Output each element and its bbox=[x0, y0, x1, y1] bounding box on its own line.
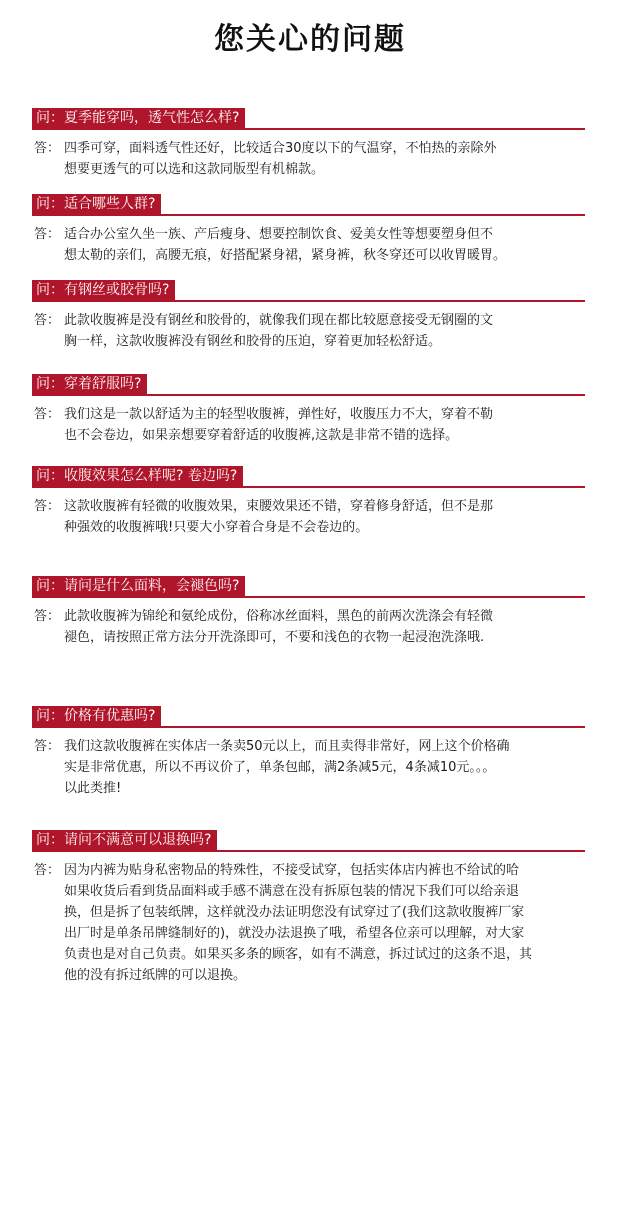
answer-block bbox=[34, 736, 594, 799]
answer-text bbox=[64, 860, 594, 986]
answer-line: 此款收腹裤是没有钢丝和胶骨的，就像我们现在都比较愿意接受无钢圈的文 bbox=[64, 313, 494, 328]
answer-line: 他的没有拆过纸牌的可以退换。 bbox=[64, 968, 247, 983]
question-bar bbox=[32, 374, 585, 396]
question-bar bbox=[32, 706, 585, 728]
answer-line: 想要更透气的可以选和这款同版型有机棉款。 bbox=[64, 162, 325, 177]
answer-line: 适合办公室久坐一族、产后瘦身、想要控制饮食、爱美女性等想要塑身但不 bbox=[64, 227, 494, 242]
answer-text bbox=[64, 310, 594, 352]
answer-prefix: 答： bbox=[34, 227, 61, 242]
answer-block bbox=[34, 404, 594, 446]
answer-line: 我们这款收腹裤在实体店一条卖50元以上，而且卖得非常好，网上这个价格确 bbox=[64, 739, 510, 754]
answer-block bbox=[34, 138, 594, 180]
answer-prefix: 答： bbox=[34, 141, 61, 156]
question-label: 问：适合哪些人群? bbox=[32, 194, 161, 214]
answer-line: 这款收腹裤有轻微的收腹效果，束腰效果还不错，穿着修身舒适，但不是那 bbox=[64, 499, 494, 514]
answer-prefix: 答： bbox=[34, 739, 61, 754]
page-title: 您关心的问题 bbox=[214, 22, 406, 57]
answer-text bbox=[64, 606, 594, 648]
question-bar bbox=[32, 194, 585, 216]
answer-line: 实是非常优惠，所以不再议价了，单条包邮，满2条减5元，4条减10元。。。 bbox=[64, 760, 496, 775]
answer-line: 如果收货后看到货品面料或手感不满意在没有拆原包装的情况下我们可以给亲退 bbox=[64, 884, 520, 899]
answer-prefix: 答： bbox=[34, 499, 61, 514]
question-label: 问：价格有优惠吗? bbox=[32, 706, 161, 726]
question-label: 问：有钢丝或胶骨吗? bbox=[32, 280, 175, 300]
answer-text bbox=[64, 138, 594, 180]
question-bar bbox=[32, 108, 585, 130]
answer-line: 因为内裤为贴身私密物品的特殊性，不接受试穿，包括实体店内裤也不给试的哈 bbox=[64, 863, 520, 878]
answer-block bbox=[34, 310, 594, 352]
answer-prefix: 答： bbox=[34, 313, 61, 328]
question-label: 问：穿着舒服吗? bbox=[32, 374, 147, 394]
answer-line: 胸一样，这款收腹裤没有钢丝和胶骨的压迫，穿着更加轻松舒适。 bbox=[64, 334, 442, 349]
answer-text bbox=[64, 224, 594, 266]
question-label: 问：夏季能穿吗，透气性怎么样? bbox=[32, 108, 245, 128]
question-label: 问：请问是什么面料，会褪色吗? bbox=[32, 576, 245, 596]
answer-block bbox=[34, 496, 594, 538]
question-label: 问：收腹效果怎么样呢? 卷边吗? bbox=[32, 466, 243, 486]
answer-line: 种强效的收腹裤哦!只要大小穿着合身是不会卷边的。 bbox=[64, 520, 369, 535]
answer-line: 褪色，请按照正常方法分开洗涤即可，不要和浅色的衣物一起浸泡洗涤哦. bbox=[64, 630, 485, 645]
answer-prefix: 答： bbox=[34, 863, 61, 878]
answer-block bbox=[34, 606, 594, 648]
answer-line: 四季可穿，面料透气性还好，比较适合30度以下的气温穿，不怕热的亲除外 bbox=[64, 141, 497, 156]
answer-line: 我们这是一款以舒适为主的轻型收腹裤，弹性好，收腹压力不大，穿着不勒 bbox=[64, 407, 494, 422]
answer-line: 换，但是拆了包装纸牌，这样就没办法证明您没有试穿过了(我们这款收腹裤厂家 bbox=[64, 905, 525, 920]
answer-block bbox=[34, 860, 594, 986]
answer-line: 出厂时是单条吊牌缝制好的)，就没办法退换了哦，希望各位亲可以理解，对大家 bbox=[64, 926, 525, 941]
answer-prefix: 答： bbox=[34, 609, 61, 624]
answer-text bbox=[64, 404, 594, 446]
question-bar bbox=[32, 830, 585, 852]
answer-prefix: 答： bbox=[34, 407, 61, 422]
answer-text bbox=[64, 496, 594, 538]
answer-line: 想太勒的亲们，高腰无痕，好搭配紧身裙，紧身裤，秋冬穿还可以收胃暖胃。 bbox=[64, 248, 507, 263]
answer-line: 负责也是对自己负责。如果买多条的顾客，如有不满意，拆过试过的这条不退，其 bbox=[64, 947, 533, 962]
answer-text bbox=[64, 736, 594, 799]
question-bar bbox=[32, 576, 585, 598]
question-bar bbox=[32, 280, 585, 302]
question-bar bbox=[32, 466, 585, 488]
answer-line: 此款收腹裤为锦纶和氨纶成份，俗称冰丝面料，黑色的前两次洗涤会有轻微 bbox=[64, 609, 494, 624]
question-label: 问：请问不满意可以退换吗? bbox=[32, 830, 217, 850]
answer-line: 以此类推! bbox=[64, 781, 122, 796]
answer-line: 也不会卷边，如果亲想要穿着舒适的收腹裤,这款是非常不错的选择。 bbox=[64, 428, 459, 443]
answer-block bbox=[34, 224, 594, 266]
